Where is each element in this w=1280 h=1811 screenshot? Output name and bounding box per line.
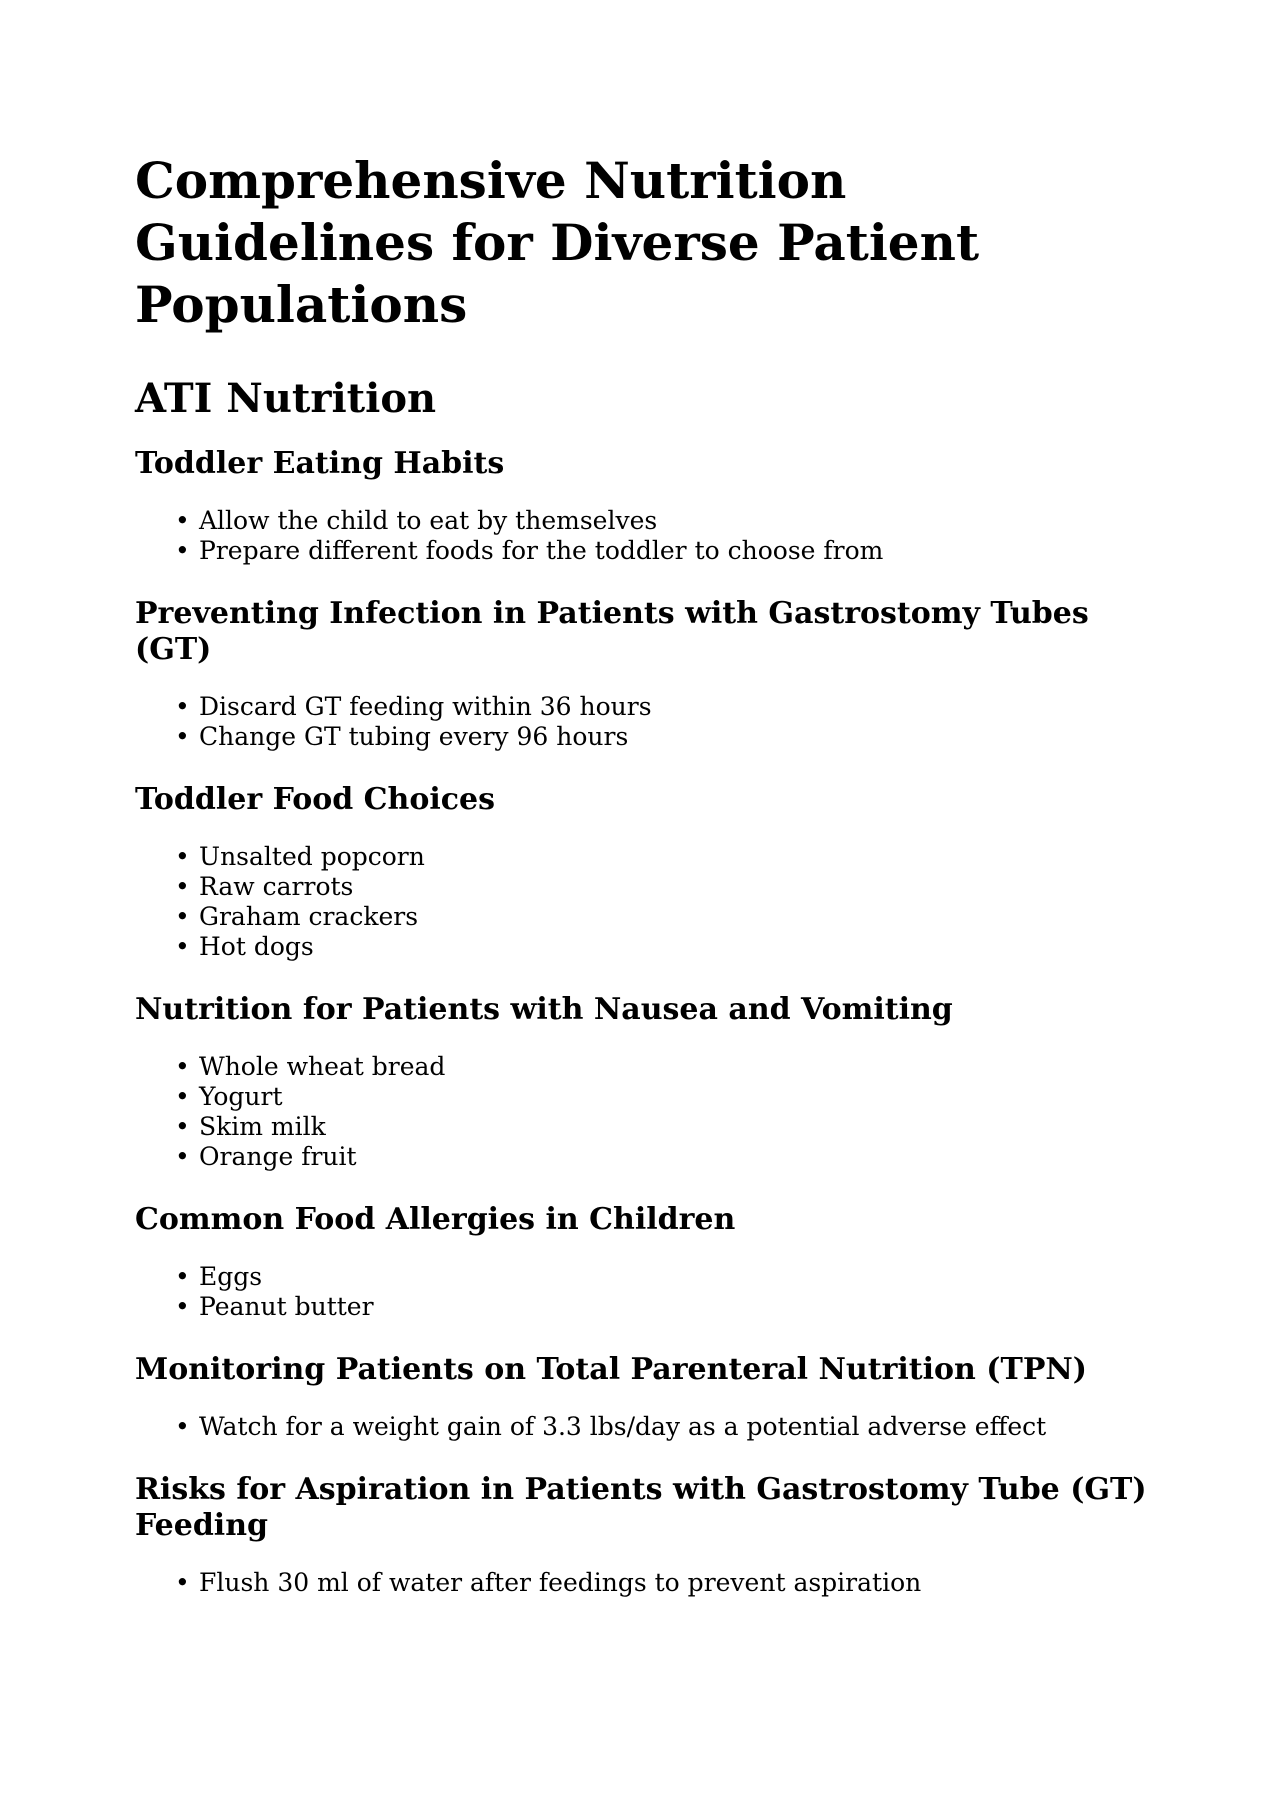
bullet-list: [135, 1262, 1150, 1322]
bullet-list: [135, 842, 1150, 962]
section-heading-nausea-vomiting: Nutrition for Patients with Nausea and Vomiting: [135, 992, 953, 1027]
list-item: • Eggs: [175, 1262, 1150, 1292]
section-heading-aspiration-risks: Risks for Aspiration in Patients with Gastrostomy Tube (GT) Feeding: [135, 1472, 1147, 1543]
list-item: • Peanut butter: [175, 1292, 1150, 1322]
section-heading-food-allergies: Common Food Allergies in Children: [135, 1202, 736, 1237]
list-item: • Discard GT feeding within 36 hours: [175, 692, 1150, 722]
list-item: • Prepare different foods for the toddler to choose from: [175, 536, 1150, 566]
list-item: • Orange fruit: [175, 1142, 1150, 1172]
section-heading-toddler-eating-habits: Toddler Eating Habits: [135, 446, 505, 481]
list-item: • Graham crackers: [175, 902, 1150, 932]
section-title: ATI Nutrition: [135, 375, 437, 422]
list-item: • Hot dogs: [175, 932, 1150, 962]
section-heading-toddler-food-choices: Toddler Food Choices: [135, 782, 496, 817]
list-item: • Watch for a weight gain of 3.3 lbs/day as a potential adverse effect: [175, 1412, 1150, 1442]
bullet-list: [135, 692, 1150, 752]
bullet-list: [135, 1412, 1150, 1442]
bullet-list: [135, 506, 1150, 566]
document-title: Comprehensive Nutrition Guidelines for Diverse Patient Populations: [135, 151, 980, 334]
bullet-list: [135, 1052, 1150, 1172]
section-heading-preventing-infection: Preventing Infection in Patients with Gastrostomy Tubes (GT): [135, 596, 1089, 667]
section-heading-tpn-monitoring: Monitoring Patients on Total Parenteral Nutrition (TPN): [135, 1352, 1087, 1387]
bullet-list: [135, 1568, 1150, 1598]
list-item: • Raw carrots: [175, 872, 1150, 902]
list-item: • Change GT tubing every 96 hours: [175, 722, 1150, 752]
list-item: • Allow the child to eat by themselves: [175, 506, 1150, 536]
list-item: • Yogurt: [175, 1082, 1150, 1112]
list-item: • Skim milk: [175, 1112, 1150, 1142]
list-item: • Unsalted popcorn: [175, 842, 1150, 872]
list-item: • Flush 30 ml of water after feedings to prevent aspiration: [175, 1568, 1150, 1598]
list-item: • Whole wheat bread: [175, 1052, 1150, 1082]
